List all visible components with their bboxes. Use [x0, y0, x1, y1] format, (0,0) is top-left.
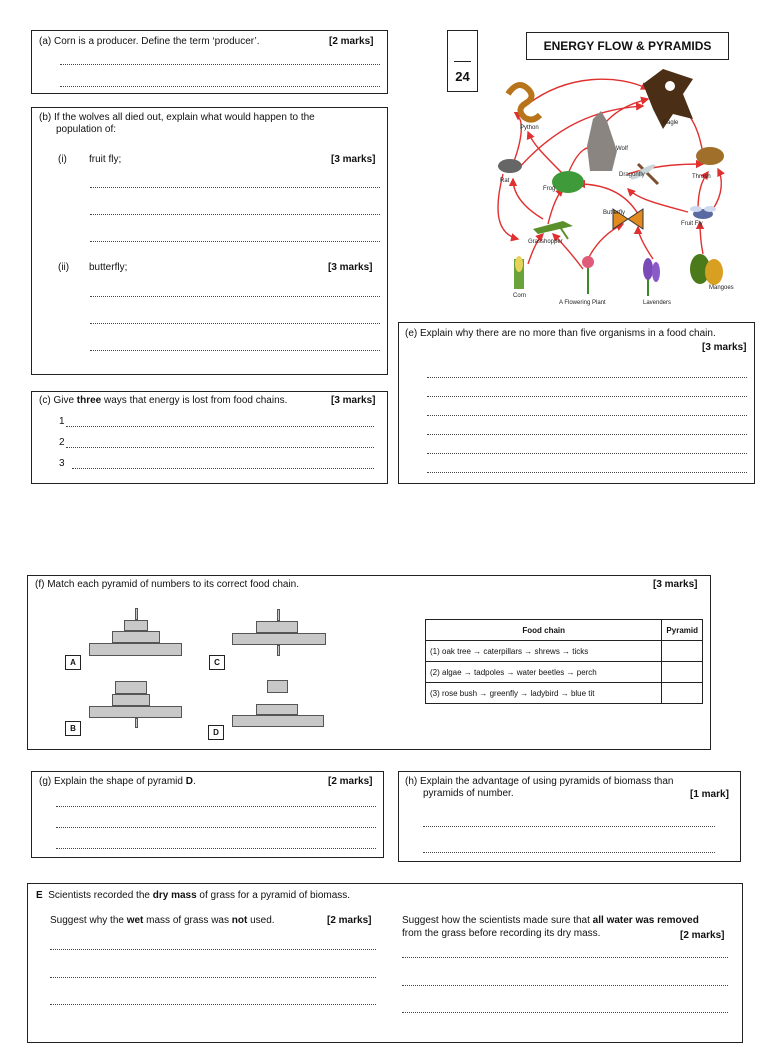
- pyramid-d-label: D: [208, 725, 224, 740]
- question-g-bold: D: [185, 776, 193, 787]
- question-E-left-pre: Suggest why the: [50, 915, 127, 926]
- question-e-marks: [3 marks]: [702, 342, 747, 353]
- question-b-i-num: (i): [58, 154, 67, 165]
- question-f-box: [27, 575, 711, 750]
- frog-icon: [552, 171, 584, 193]
- question-E-left-text: [50, 915, 275, 927]
- question-h-text-1: (h) Explain the advantage of using pyramids of biomass than: [405, 776, 674, 787]
- answer-line[interactable]: [90, 349, 380, 351]
- food-chain-table: [425, 619, 703, 704]
- question-c-num-1: 1: [59, 416, 65, 427]
- answer-line[interactable]: [56, 847, 376, 849]
- pyramid-c-top: [277, 609, 280, 621]
- label-butterfly: Butterfly: [603, 210, 626, 216]
- pyramid-b-bar-3: [89, 706, 182, 718]
- question-E-left-mid: mass of grass was: [143, 915, 232, 926]
- question-g-box: [31, 771, 384, 858]
- food-chain-1: (1) oak tree → caterpillars → shrews → ticks: [426, 641, 662, 662]
- grasshopper-icon: [533, 221, 573, 239]
- label-fruit-fly: Fruit Fly: [681, 221, 703, 227]
- label-python: Python: [520, 125, 539, 131]
- answer-line[interactable]: [427, 414, 747, 416]
- question-b-text-2: population of:: [56, 124, 117, 135]
- question-b-box: [31, 107, 388, 375]
- question-e-text: (e) Explain why there are no more than five organisms in a food chain.: [405, 328, 716, 339]
- question-h-text-2: pyramids of number.: [423, 788, 514, 799]
- table-row: [426, 683, 703, 704]
- question-b-ii-marks: [3 marks]: [328, 262, 373, 273]
- label-mangoes: Mangoes: [709, 285, 734, 291]
- question-E-left-bold-2: not: [231, 915, 248, 926]
- answer-line[interactable]: [66, 446, 374, 448]
- label-frog: Frog: [543, 186, 556, 192]
- question-a-marks: [2 marks]: [329, 36, 374, 47]
- question-E-right-marks: [2 marks]: [680, 930, 725, 941]
- label-corn: Corn: [513, 293, 527, 299]
- pyramid-b-label: B: [65, 721, 81, 736]
- question-b-ii-text: butterfly;: [89, 262, 128, 273]
- question-E-box: [27, 883, 743, 1043]
- pyramid-c-bar-2: [256, 621, 298, 633]
- food-web-svg: [488, 64, 742, 310]
- question-c-bold: three: [76, 395, 102, 406]
- pyramid-answer-cell[interactable]: [662, 641, 703, 662]
- answer-line[interactable]: [427, 452, 747, 454]
- question-h-box: [398, 771, 741, 862]
- pyramid-a-bar-2: [124, 620, 148, 631]
- question-c-marks: [3 marks]: [331, 395, 376, 406]
- lavender-icon: [643, 258, 660, 296]
- answer-line[interactable]: [72, 467, 374, 469]
- question-E-left-marks: [2 marks]: [327, 915, 372, 926]
- question-a-box: [31, 30, 388, 94]
- question-E-bold: dry mass: [152, 890, 197, 901]
- answer-line[interactable]: [56, 805, 376, 807]
- answer-line[interactable]: [90, 213, 380, 215]
- pyramid-a-top: [135, 608, 138, 620]
- answer-line[interactable]: [402, 984, 728, 986]
- answer-line[interactable]: [427, 395, 747, 397]
- label-lavenders: Lavenders: [643, 300, 672, 306]
- answer-line[interactable]: [90, 295, 380, 297]
- pyramid-b-bar-1: [115, 681, 147, 694]
- question-h-marks: [1 mark]: [690, 789, 729, 800]
- question-c-num-3: 3: [59, 458, 65, 469]
- answer-line[interactable]: [423, 851, 715, 853]
- answer-line[interactable]: [50, 948, 376, 950]
- question-g-post: .: [192, 776, 196, 787]
- label-eagle: Eagle: [663, 120, 679, 126]
- question-f-text: (f) Match each pyramid of numbers to its correct food chain.: [35, 579, 299, 590]
- pyramid-c-label: C: [209, 655, 225, 670]
- question-b-ii-num: (ii): [58, 262, 70, 273]
- question-f-marks: [3 marks]: [653, 579, 698, 590]
- label-dragonfly: Dragonfly: [619, 172, 645, 178]
- question-b-i-marks: [3 marks]: [331, 154, 376, 165]
- question-g-marks: [2 marks]: [328, 776, 373, 787]
- answer-line[interactable]: [56, 826, 376, 828]
- answer-line[interactable]: [50, 976, 376, 978]
- answer-line[interactable]: [427, 433, 747, 435]
- question-c-num-2: 2: [59, 437, 65, 448]
- label-rat: Rat: [500, 178, 510, 184]
- rat-icon: [498, 159, 522, 173]
- question-b-text-1: (b) If the wolves all died out, explain what would happen to the: [39, 112, 315, 123]
- answer-line[interactable]: [50, 1003, 376, 1005]
- question-E-pre: Scientists recorded the: [48, 890, 153, 901]
- question-e-box: [398, 322, 755, 484]
- pyramid-d-bar-3: [232, 715, 324, 727]
- food-chain-3: (3) rose bush → greenfly → ladybird → blue tit: [426, 683, 662, 704]
- pyramid-answer-cell[interactable]: [662, 683, 703, 704]
- table-row: [426, 641, 703, 662]
- answer-line[interactable]: [423, 825, 715, 827]
- question-a-text: (a) Corn is a producer. Define the term ‘producer’.: [39, 36, 260, 47]
- answer-line[interactable]: [90, 186, 380, 188]
- pyramid-b-bar-2: [112, 694, 150, 706]
- question-E-left-bold-1: wet: [126, 915, 144, 926]
- question-b-i-text: fruit fly;: [89, 154, 122, 165]
- question-c-text: [39, 395, 287, 407]
- pyramid-c-bottom: [277, 645, 280, 656]
- question-E-right-pre: Suggest how the scientists made sure that: [402, 915, 593, 926]
- corn-icon: [514, 256, 524, 289]
- pyramid-d-bar-1: [267, 680, 288, 693]
- question-g-text: [39, 776, 196, 788]
- answer-line[interactable]: [66, 425, 374, 427]
- question-c-box: [31, 391, 388, 484]
- answer-line[interactable]: [402, 1011, 728, 1013]
- question-c-post: ways that energy is lost from food chains.: [101, 395, 288, 406]
- score-box: [447, 30, 478, 92]
- answer-line[interactable]: [90, 322, 380, 324]
- answer-line[interactable]: [90, 240, 380, 242]
- question-E-right-text-2: from the grass before recording its dry mass.: [402, 928, 601, 939]
- table-header-row: [426, 620, 703, 641]
- answer-line[interactable]: [60, 85, 380, 87]
- python-icon: [508, 85, 540, 120]
- table-row: [426, 662, 703, 683]
- question-E-post: of grass for a pyramid of biomass.: [196, 890, 351, 901]
- pyramid-a-bar-4: [89, 643, 182, 656]
- label-thrush: Thrush: [692, 174, 711, 180]
- fruit-fly-icon: [690, 206, 716, 219]
- page-title: ENERGY FLOW & PYRAMIDS: [526, 32, 729, 60]
- score-line: [454, 61, 471, 62]
- label-wolf: Wolf: [616, 146, 628, 152]
- label-grasshopper: Grasshopper: [528, 239, 563, 245]
- question-E-intro: [36, 890, 350, 902]
- food-chain-2: (2) algae → tadpoles → water beetles → perch: [426, 662, 662, 683]
- table-head-pyramid: Pyramid: [662, 620, 703, 641]
- flowering-plant-icon: [582, 256, 594, 294]
- question-g-pre: (g) Explain the shape of pyramid: [39, 776, 186, 787]
- pyramid-b-bottom: [135, 718, 138, 728]
- answer-line[interactable]: [60, 63, 380, 65]
- mango-icon: [690, 254, 723, 285]
- answer-line[interactable]: [427, 376, 747, 378]
- pyramid-answer-cell[interactable]: [662, 662, 703, 683]
- question-E-label: E: [36, 890, 43, 901]
- pyramid-c-bar-3: [232, 633, 326, 645]
- table-head-chain: Food chain: [426, 620, 662, 641]
- pyramid-a-label: A: [65, 655, 81, 670]
- label-flowering-plant: A Flowering Plant: [559, 300, 606, 306]
- food-web-diagram: [488, 64, 742, 310]
- question-E-right-text-1: [402, 915, 699, 927]
- question-E-right-bold: all water was removed: [592, 915, 699, 926]
- thrush-icon: [696, 147, 724, 165]
- answer-line[interactable]: [427, 471, 747, 473]
- score-total: 24: [455, 69, 470, 84]
- question-c-pre: (c) Give: [39, 395, 77, 406]
- wolf-icon: [587, 111, 617, 171]
- question-E-left-post: used.: [247, 915, 275, 926]
- pyramid-d-bar-2: [256, 704, 298, 715]
- answer-line[interactable]: [402, 956, 728, 958]
- pyramid-a-bar-3: [112, 631, 160, 643]
